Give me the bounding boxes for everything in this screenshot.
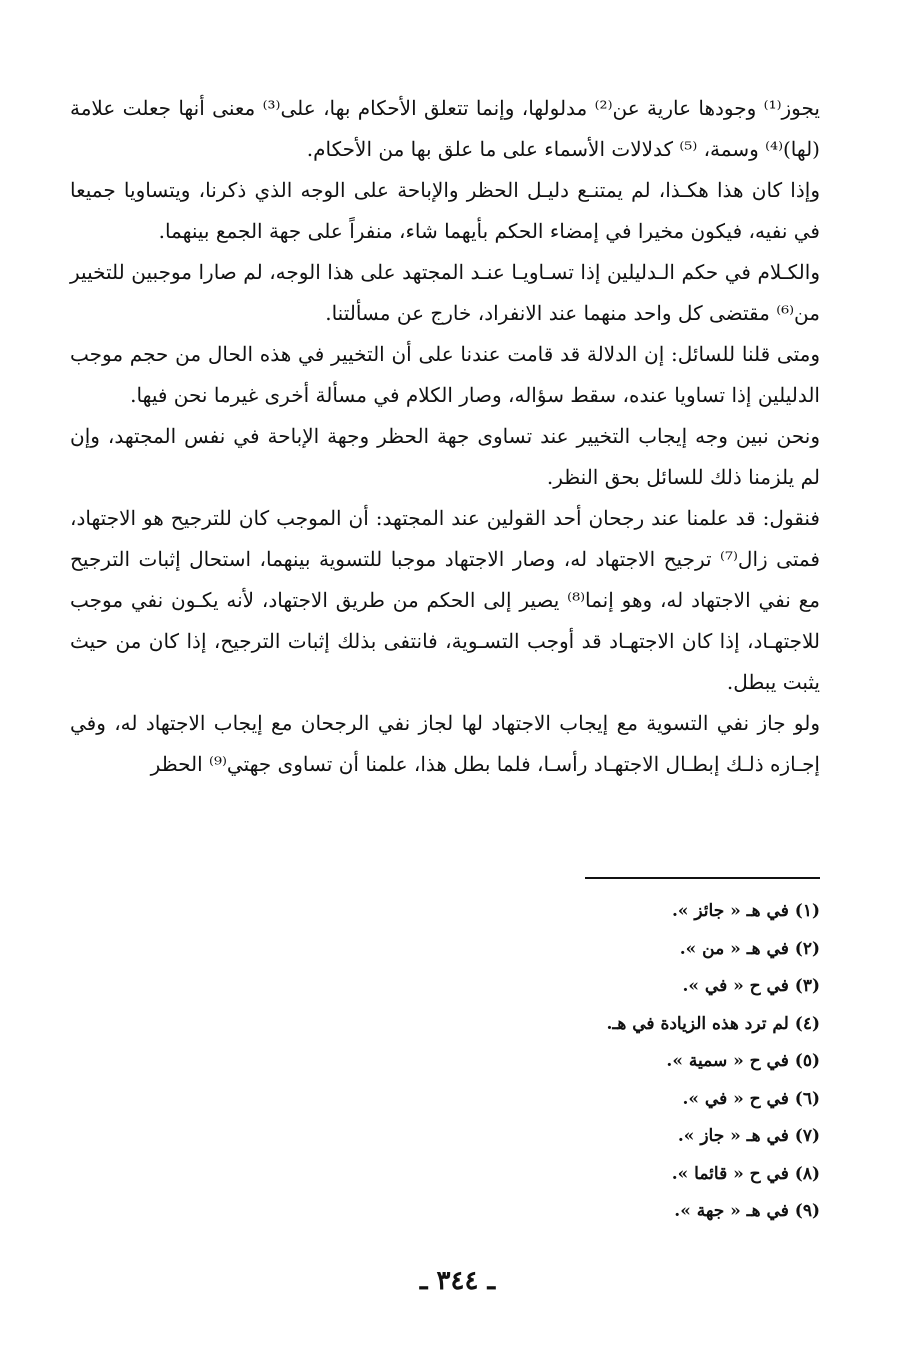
paragraph-6: فنقول: قد علمنا عند رجحان أحد القولين عند المجتهد: أن الموجب كان للترجيح هو الاجتهاد، فمتى زال⁽⁷⁾ ترجيح الاجتهاد له، وصار الاجتهاد موجبا للتسوية بينهما، استحال إثبات الترجيح مع نفي الاجتهاد له، وهو إنما⁽⁸⁾ يصير إلى الحكم من طريق الاجتهاد، لأنه يكـون نفي موجب للاجتهـاد، إذا كان الاجتهـاد قد أوجب التسـوية، فانتفى بذلك إثبات الترجيح، إذا كان من حيث يثبت يبطل.	[70, 506, 820, 694]
paragraph-2: وإذا كان هذا هكـذا، لم يمتنـع دليـل الحظر والإباحة على الوجه الذي ذكرنا، ويتساويا جميعا في نفيه، فيكون مخيرا في إمضاء الحكم بأيهما شاء، منفراً على جهة الجمع بينهما.	[70, 178, 820, 243]
main-text	[70, 88, 820, 785]
footnote-1: (١) في هـ « جائز ».	[671, 901, 820, 921]
footnote-6: (٦) في ح « في ».	[682, 1088, 820, 1109]
paragraph-5: ونحن نبين وجه إيجاب التخيير عند تساوى جهة الحظر وجهة الإباحة في نفس المجتهد، وإن لم يلزمنا ذلك للسائل بحق النظر.	[70, 424, 820, 489]
footnote-7: (٧) في هـ « جاز ».	[677, 1126, 820, 1146]
page-number: ـ ٣٤٤ ـ	[419, 1266, 496, 1296]
footnote-4: (٤) لم ترد هذه الزيادة في هـ.	[606, 1013, 820, 1034]
footnote-8: (٨) في ح « قائما ».	[671, 1163, 820, 1184]
footnotes	[300, 893, 820, 1231]
footnote-separator	[585, 877, 820, 879]
paragraph-4: ومتى قلنا للسائل: إن الدلالة قد قامت عندنا على أن التخيير في هذه الحال من حجم موجب الدليلين إذا تساويا عنده، سقط سؤاله، وصار الكلام في مسألة أخرى غيرما نحن فيها.	[70, 342, 820, 407]
paragraph-7: ولو جاز نفي التسوية مع إيجاب الاجتهاد لها لجاز نفي الرجحان مع إيجاب الاجتهاد له، وفي إجـازه ذلـك إبطـال الاجتهـاد رأسـا، فلما بطل هذا، علمنا أن تساوى جهتي⁽⁹⁾ الحظر	[70, 711, 820, 776]
footnote-2: (٢) في هـ « من ».	[679, 938, 820, 959]
footnote-5: (٥) في ح « سمية ».	[666, 1051, 820, 1071]
paragraph-1: يجوز⁽¹⁾ وجودها عارية عن⁽²⁾ مدلولها، وإنما تتعلق الأحكام بها، على⁽³⁾ معنى أنها جعلت علامة (لها)⁽⁴⁾ وسمة، ⁽⁵⁾ كدلالات الأسماء على ما علق بها من الأحكام.	[70, 96, 820, 161]
footnote-3: (٣) في ح « في ».	[682, 976, 820, 996]
paragraph-3: والكـلام في حكم الـدليلين إذا تسـاويـا عنـد المجتهد على هذا الوجه، لم صارا موجبين للتخيير من⁽⁶⁾ مقتضى كل واحد منهما عند الانفراد، خارج عن مسألتنا.	[70, 260, 820, 325]
footnote-9: (٩) في هـ « جهة ».	[674, 1201, 820, 1221]
